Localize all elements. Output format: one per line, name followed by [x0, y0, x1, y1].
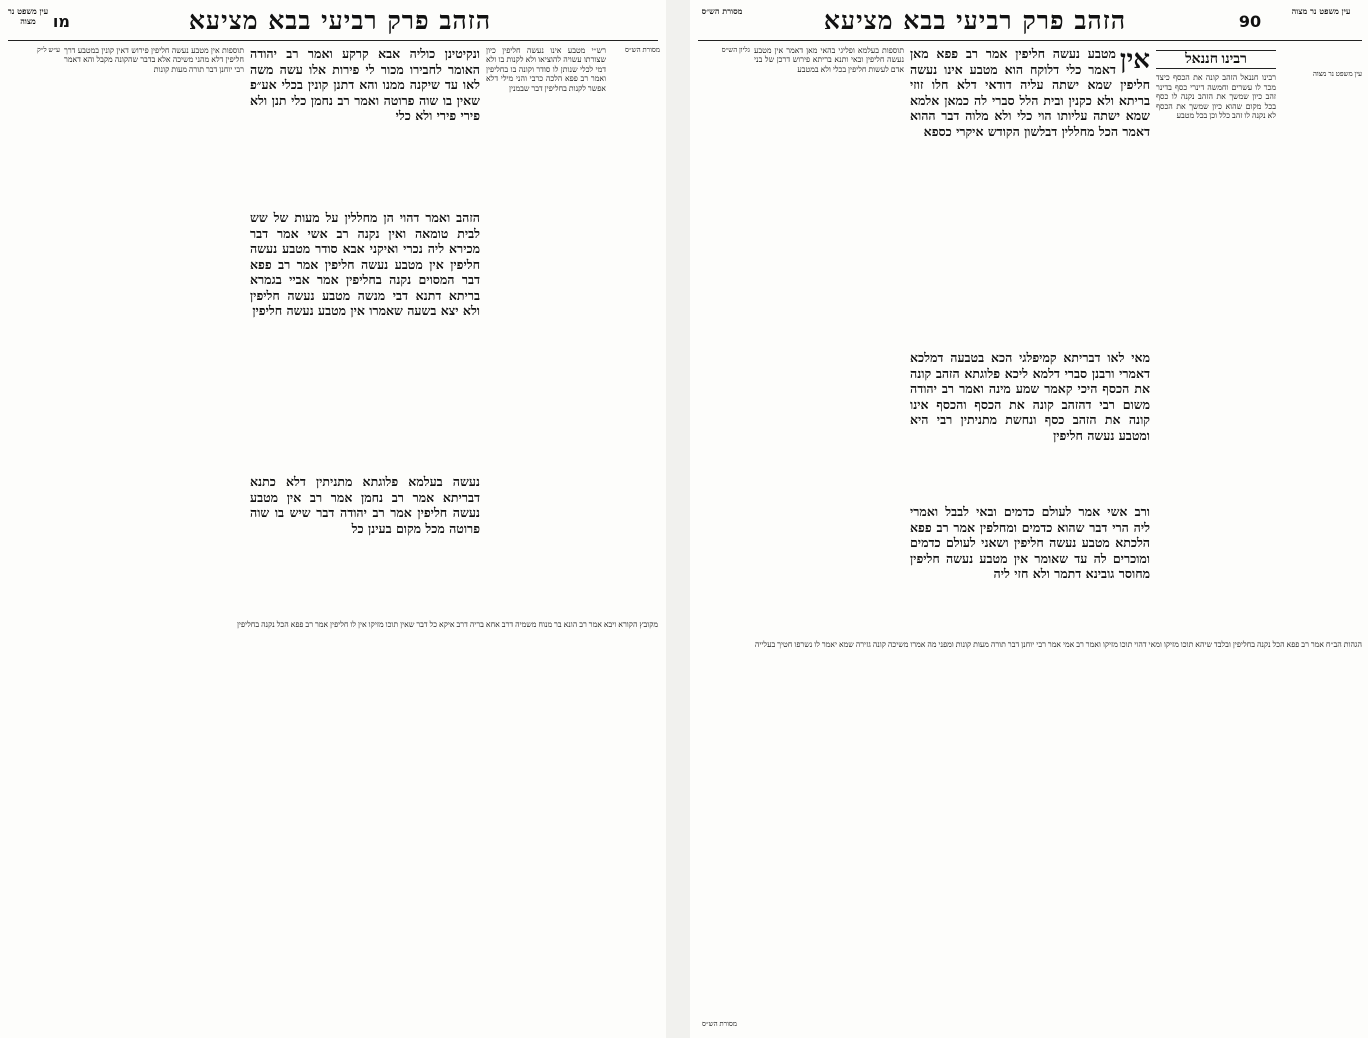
left-commentary-tosafot: תוספות אין מטבע נעשה חליפין פירוש דאין קונין במטבע דרך חליפין דלא מהני משיכה אלא בדבר שהקונה מקבל והא דאמר רבי יוחנן דבר תורה מעות קונות	[64, 46, 244, 74]
left-margin-notes: ע״ש ל״ק	[36, 46, 60, 54]
left-ein-mishpat-label: עין משפט נר מצוה	[7, 6, 49, 26]
right-footer-note: מסורת הש״ס	[702, 1020, 738, 1028]
right-page-number-wrap	[1230, 6, 1270, 36]
right-main-text-top	[910, 46, 1150, 346]
right-commentary-rashi-column	[1156, 46, 1276, 606]
right-margin-note: גליון הש״ס	[721, 46, 750, 54]
right-header-rule	[698, 40, 1362, 41]
right-page-number: 90	[1238, 11, 1262, 31]
left-main-text-top: ונקיטינן כוליה אבא קרקע ואמר רב יהודה האומר לחבירו מכור לי פירות אלו עשה משה לאו עד שיקנה ממנו והא דתנן קונין בכלי אע״פ שאין בו שוה פרוטה ואמר רב נחמן כלי תנן ולא פירי פירי ולא כלי	[250, 46, 480, 123]
right-page	[690, 0, 1368, 1038]
right-lower-commentary: הגהות הב״ח אמר רב פפא הכל נקנה בחליפין ובלבד שיהא תוכו מזיקו ומאי דהוי תוכו מזיקו ואמר רב אמי אמר רבי יוחנן דבר תורה מעות קונות ומפני מה אמרו משיכה קונה גזירה שמא יאמר לו נשרפו חטיך בעלייה	[754, 640, 1362, 649]
rabbenu-chananel-heading: רבינו חננאל	[1156, 50, 1276, 69]
left-page-number: מו	[52, 11, 70, 31]
right-masoret-label: מסורת הש״ס	[701, 6, 743, 16]
left-page-title: הזהב פרק רביעי בבא מציעא	[188, 6, 492, 35]
left-header-rule	[8, 40, 658, 41]
right-ein-mishpat-label: עין משפט נר מצוה	[1291, 6, 1351, 16]
left-main-text-mid: הזהב ואמר דהוי הן מחללין על מעות של שש לבית טומאה ואין נקנה רב אשי אמר דבר מכירא ליה נכרי ואיקני אבא סודר מטבע נעשה חליפין אין מטבע נעשה חליפין אמר רב פפא דבר המסוים נקנה בחליפין אמר אביי בגמרא בריתא דתנא דבי מנשה מטבע נעשה חליפין ולא יצא בשעה שאמרו אין מטבע נעשה חליפין	[250, 210, 480, 318]
right-lead-word: אין	[1119, 46, 1150, 75]
left-commentary-rashi: רש״י מטבע אינו נעשה חליפין כיון שצורתו עשויה להוציאו ולא לקנות בו ולא דמי לכלי שנותן לו סודר וקונה בו בחליפין ואמר רב פפא הלכה כרבי והני מילי דלא אפשר לקנות בחליפין דבר שבמנין	[486, 46, 606, 93]
left-masoret-column: מסורת הש״ס	[624, 46, 660, 54]
right-ein-mishpat-column: עין משפט נר מצוה	[1312, 70, 1362, 78]
book-gutter	[666, 0, 690, 1038]
left-page	[0, 0, 666, 1038]
right-commentary-rashi: רבינו חננאל הזהב קונה את הכסף כיצד מכר לו עשרים וחמשה דינרי כסף בדינר זהב כיון שמשך את הזהב נקנה לו כסף בכל מקום שהוא כיון שמשך את הכסף לא נקנה לו זהב כלל וכן בכל מטבע	[1156, 73, 1276, 121]
right-commentary-tosafot: תוספות בעלמא ופליגי בהאי מאן דאמר אין מטבע נעשה חליפין ובאי ותנא בריתא פירוש דרכן של בני אדם לעשות חליפין בכלי ולא במטבע	[754, 46, 904, 74]
right-main-text-top-body: מטבע נעשה חליפין אמר רב פפא מאן דאמר כלי דלוקח הוא מטבע אינו נעשה חליפין שמא ישתה עליה דודאי דלא חלו זוזי בריתא ולא כקנין ובית הלל סברי לה כמאן אלמא שמא ישתה עליותו הוי כלי ולא מלוה דבר ההוא דאמר הכל מחללין דבלשון הקודש איקרי כספא	[910, 46, 1150, 139]
left-page-number-wrap	[10, 6, 70, 36]
right-main-text-low: ורב אשי אמר לעולם כדמים ובאי לבבל ואמרי ליה הרי דבר שהוא כדמים ומחלפין אמר רב פפא הלכתא מטבע נעשה חליפין ושאני לעולם כדמים ומוכרים לה עד שאומר אין מטבע נעשה חליפין מחוסר גובינא דתמר ולא חזי ליה	[910, 504, 1150, 581]
left-main-text-low: נעשה בעלמא פלוגתא מתניתין דלא כתנא דבריתא אמר רב נחמן אמר רב אין מטבע נעשה חליפין אמר רב יהודה דבר שיש בו שוה פרוטה מכל מקום בעינן כל	[250, 474, 480, 536]
left-lower-commentary: מקובץ הקורא ויבא אמר רב הונא בר מנוח משמיה דרב אחא בריה דרב איקא כל דבר שאין תוכו מזיקו אין לו חליפין אמר רב פפא הכל נקנה בחליפין	[236, 620, 658, 629]
right-page-title: הזהב פרק רביעי בבא מציעא	[823, 6, 1127, 35]
right-page-header	[760, 6, 1190, 36]
left-page-header	[60, 6, 620, 36]
right-main-text-mid: מאי לאו דבריתא קמיפלגי הכא בטבעה דמלכא דאמרי ורבנן סברי דלמא ליכא פלוגתא הזהב קונה את הכסף היכי קאמר שמע מינה ואמר רב יהודה משום רבי דהזהב קונה את הכסף והכסף אינו קונה את הזהב כסף ונחשת מתניתין רבי היא ומטבע נעשה חליפין	[910, 350, 1150, 443]
